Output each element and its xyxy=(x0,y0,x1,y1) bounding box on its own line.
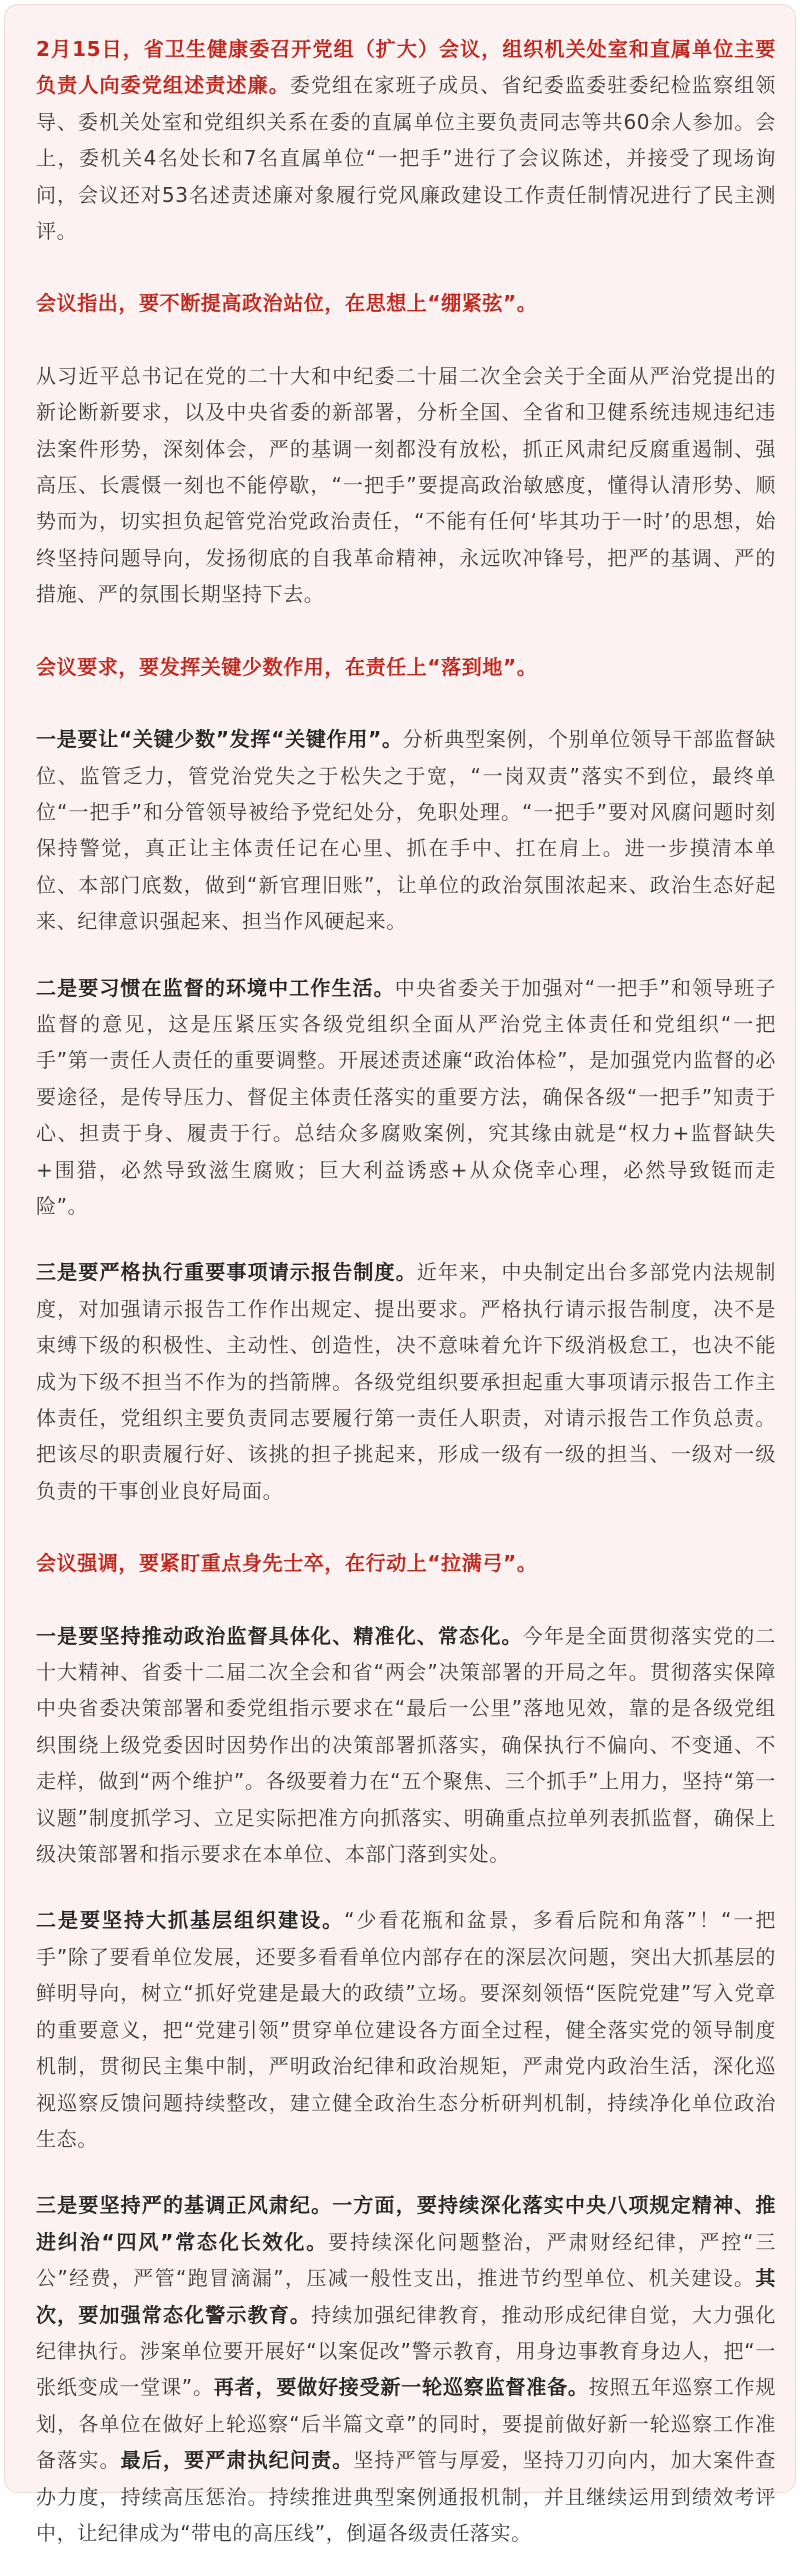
section3-item-1 xyxy=(36,1618,776,1873)
section3-item-1-lead: 一是要坚持推动政治监督具体化、精准化、常态化。 xyxy=(36,1623,523,1648)
section1-heading: 会议指出，要不断提高政治站位，在思想上“绷紧弦”。 xyxy=(36,291,538,316)
intro-lead: 2月15日，省卫生健康委召开党组（扩大）会议，组织机关处室和直属单位主要负责人向委党组述责述廉。 xyxy=(36,37,776,98)
intro-paragraph xyxy=(36,31,776,249)
section2-item-2-lead: 二是要习惯在监督的环境中工作生活。 xyxy=(36,975,395,1000)
section1-paragraph: 从习近平总书记在党的二十大和中纪委二十届二次全会关于全面从严治党提出的新论断新要求，以及中央省委的新部署，分析全国、全省和卫健系统违规违纪违法案件形势，深刻体会，严的基调一刻都没有放松，抓正风肃纪反腐重遏制、强高压、长震慑一刻也不能停歇，“一把手”要提高政治敏感度，懂得认清形势、顺势而为，切实担负起管党治党政治责任，“不能有任何‘毕其功于一时’的思想，始终坚持问题导向，发扬彻底的自我革命精神，永远吹冲锋号，把严的基调、严的措施、严的氛围长期坚持下去。 xyxy=(36,363,776,607)
section3-item-3-body1: 要持续深化问题整治，严肃财经纪律，严控“三公”经费，严管“跑冒滴漏”，压减一般性支出，推进节约型单位、机关建设。 xyxy=(36,2229,776,2291)
section2-item-2-body: 中央省委关于加强对“一把手”和领导班子监督的意见，这是压紧压实各级党组织全面从严治党主体责任和党组织“一把手”第一责任人责任的重要调整。开展述责述廉“政治体检”，是加强党内监督的必要途径，是传导压力、督促主体责任落实的重要方法，确保各级“一把手”知责于心、担责于身、履责于行。总结众多腐败案例，究其缘由就是“权力+监督缺失+围猎，必然导致滋生腐败；巨大利益诱惑+从众侥幸心理，必然导致铤而走险”。 xyxy=(36,975,777,1218)
section3-item-1-body: 今年是全面贯彻落实党的二十大精神、省委十二届二次全会和省“两会”决策部署的开局之年。贯彻落实保障中央省委决策部署和委党组指示要求在“最后一公里”落地见效，靠的是各级党组织围绕上级党委因时因势作出的决策部署抓落实，确保执行不偏向、不变通、不走样，做到“两个维护”。各级要着力在“五个聚焦、三个抓手”上用力，坚持“第一议题”制度抓学习、立足实际把准方向抓落实、明确重点拉单列表抓监督，确保上级决策部署和指示要求在本单位、本部门落到实处。 xyxy=(36,1623,776,1867)
section3-item-3-lead: 三是要坚持严的基调正风肃纪。一方面，要持续深化落实中央八项规定精神、推进纠治“四风”常态化长效化。 xyxy=(36,2193,776,2254)
section3-item-3 xyxy=(36,2187,776,2551)
section2-item-2 xyxy=(36,970,776,1225)
section3-item-3-body3: 按照五年巡察工作规划，各单位在做好上轮巡察“后半篇文章”的同时，要提前做好新一轮巡察工作准备落实。 xyxy=(36,2375,776,2473)
section3-item-3-body2: 持续加强纪律教育，推动形成纪律自觉，大力强化纪律执行。涉案单位要开展好“以案促改”警示教育，用身边事教育身边人，把“一张纸变成一堂课”。 xyxy=(36,2302,776,2400)
section2-item-3-body: 近年来，中央制定出台多部党内法规制度，对加强请示报告工作作出规定、提出要求。严格执行请示报告制度，决不是束缚下级的积极性、主动性、创造性，决不意味着允许下级消极怠工，也决不能成为下级不担当不作为的挡箭牌。各级党组织要承担起重大事项请示报告工作主体责任，党组织主要负责同志要履行第一责任人职责，对请示报告工作负总责。把该尽的职责履行好、该挑的担子挑起来，形成一级有一级的担当、一级对一级负责的干事创业良好局面。 xyxy=(36,1260,776,1503)
section3-item-3-lead4: 最后，要严肃执纪问责。 xyxy=(120,2448,354,2473)
section3-item-2-body: “少看花瓶和盆景，多看后院和角落”！“一把手”除了要看单位发展，还要多看看单位内部存在的深层次问题，突出大抓基层的鲜明导向，树立“抓好党建是最大的政绩”立场。要深刻领悟“医院党建”写入党章的重要意义，把“党建引领”贯穿单位建设各方面全过程，健全落实党的领导制度机制，贯彻民主集中制，严明政治纪律和政治规矩，严肃党内政治生活，深化巡视巡察反馈问题持续整改，建立健全政治生态分析研判机制，持续净化单位政治生态。 xyxy=(36,1908,777,2151)
intro-body: 委党组在家班子成员、省纪委监委驻委纪检监察组领导、委机关处室和党组织关系在委的直属单位主要负责同志等共60余人参加。会上，委机关4名处长和7名直属单位“一把手”进行了会议陈述，并接受了现场询问，会议还对53名述责述廉对象履行党风廉政建设工作责任制情况进行了民主测评。 xyxy=(36,73,776,244)
section2-item-1-lead: 一是要让“关键少数”发挥“关键作用”。 xyxy=(36,727,403,752)
article-frame xyxy=(4,4,796,2545)
section3-item-3-body4: 坚持严管与厚爱，坚持刀刃向内，加大案件查办力度，持续高压惩治。持续推进典型案例通报机制，并且继续运用到绩效考评中，让纪律成为“带电的高压线”，倒逼各级责任落实。 xyxy=(36,2448,776,2545)
section2-item-1 xyxy=(36,721,776,939)
article-body xyxy=(36,31,776,2551)
section3-item-3-lead3: 再者，要做好接受新一轮巡察监督准备。 xyxy=(213,2375,589,2400)
section2-item-1-body: 分析典型案例，个别单位领导干部监督缺位、监管乏力，管党治党失之于松失之于宽，“一岗双责”落实不到位，最终单位“一把手”和分管领导被给予党纪处分，免职处理。“一把手”要对风腐问题时刻保持警觉，真正让主体责任记在心里、抓在手中、扛在肩上。进一步摸清本单位、本部门底数，做到“新官理旧账”，让单位的政治氛围浓起来、政治生态好起来、纪律意识强起来、担当作风硬起来。 xyxy=(36,727,776,934)
section3-item-3-lead2: 其次，要加强常态化警示教育。 xyxy=(36,2266,776,2327)
section3-heading: 会议强调，要紧盯重点身先士卒，在行动上“拉满弓”。 xyxy=(36,1551,538,1576)
section2-item-3 xyxy=(36,1254,776,1509)
section2-item-3-lead: 三是要严格执行重要事项请示报告制度。 xyxy=(36,1260,417,1285)
section3-item-2 xyxy=(36,1902,776,2157)
section2-heading: 会议要求，要发挥关键少数作用，在责任上“落到地”。 xyxy=(36,654,538,679)
section3-item-2-lead: 二是要坚持大抓基层组织建设。 xyxy=(36,1908,345,1933)
